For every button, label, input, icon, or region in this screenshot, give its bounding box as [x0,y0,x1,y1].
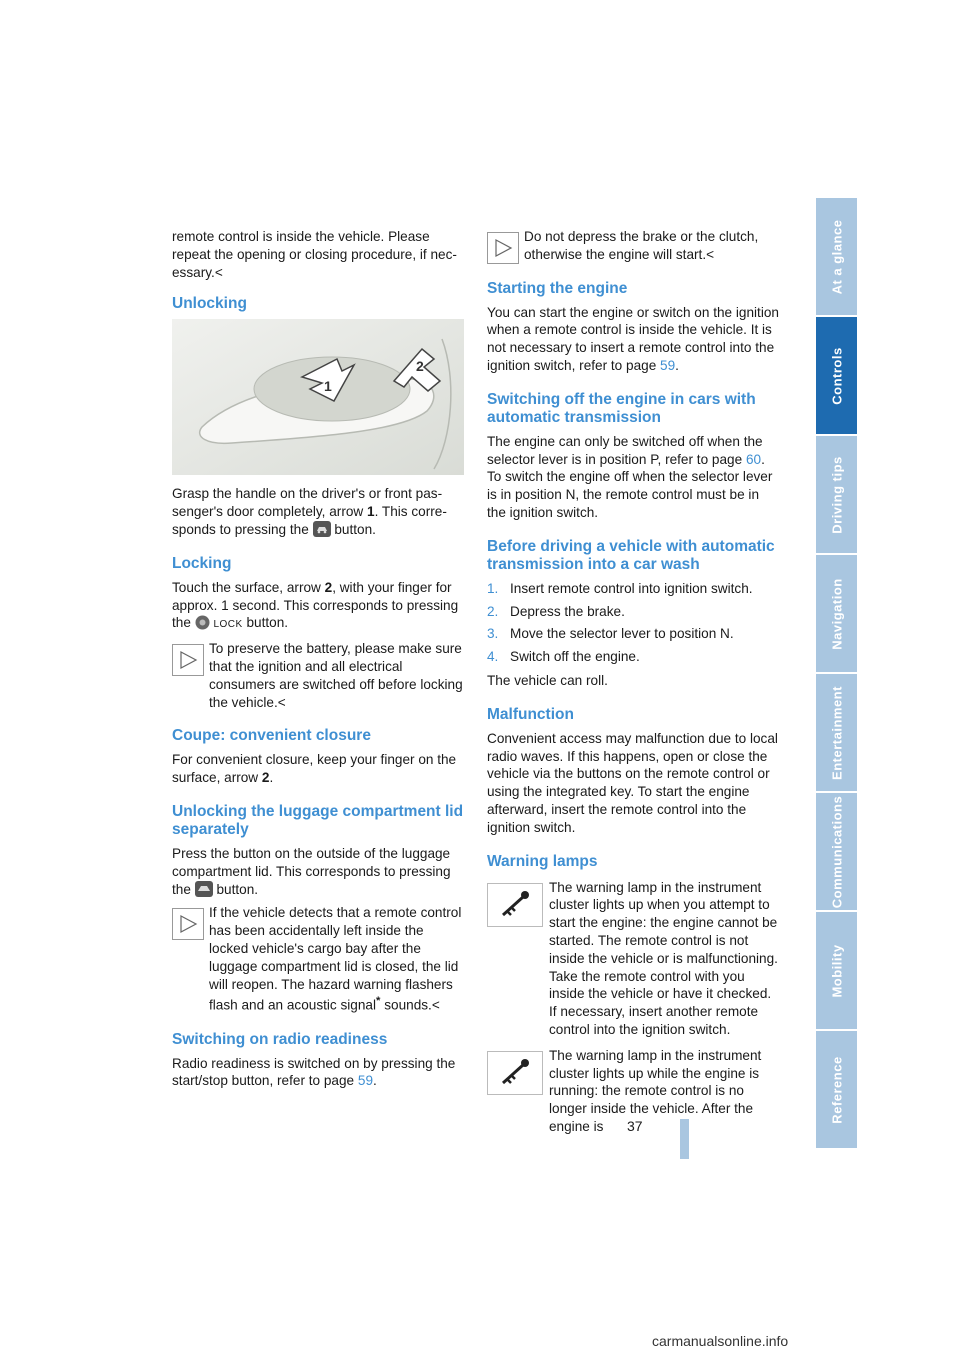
car-unlock-icon [313,521,331,537]
locking-heading: Locking [172,554,232,572]
page-link[interactable]: 59 [660,357,676,373]
left-column [172,228,464,1096]
warning-lamp-2: The warning lamp in the instrument cluster lights up while the engine is running: the remote control is no longer inside the vehicle. After the engine is [487,1047,779,1136]
carwash-heading: Before driving a vehicle with automatic transmission into a car wash [487,537,775,573]
door-handle-illustration [172,319,464,475]
note-triangle-icon [172,644,204,676]
carwash-after: The vehicle can roll. [487,672,608,688]
switchoff-heading: Switching off the engine in cars with automatic transmission [487,390,756,426]
tab-at-a-glance[interactable]: At a glance [816,198,857,315]
luggage-text: Press the button on the outside of the luggage compartment lid. This corresponds to pressing the button. [172,845,451,897]
tab-driving-tips[interactable]: Driving tips [816,436,857,553]
tab-communications[interactable]: Communications [816,793,857,910]
clutch-note: Do not depress the brake or the clutch, otherwise the engine will start.< [487,228,779,264]
list-item: 2. Depress the brake. [487,603,625,619]
unlocking-heading: Unlocking [172,295,247,313]
starting-text: You can start the engine or switch on the ignition when a remote control is inside the vehicle. It is not necessary to insert a remote control into the ignition switch, refer to page 59. [487,304,779,373]
warning-lamp-1: The warning lamp in the instrument cluster lights up when you attempt to start the engine: the engine cannot be started. The remote control is not inside the vehicle or is malfunctioning. Take the remote control with you inside the vehicle or have it checked. If necessary, insert another remote control into the ignition switch. [487,879,779,1039]
tab-controls[interactable]: Controls [816,317,857,434]
right-column [487,228,779,1144]
lock-button-icon [195,615,210,630]
list-item: 1. Insert remote control into ignition switch. [487,580,753,596]
warning-heading: Warning lamps [487,852,598,870]
page-link[interactable]: 60 [745,451,762,467]
list-item: 3. Move the selector lever to position N. [487,626,734,642]
arrow-1-label: 1 [324,378,332,395]
starting-heading: Starting the engine [487,279,628,297]
watermark: carmanualsonline.info [652,1333,789,1349]
luggage-note: If the vehicle detects that a remote control has been accidentally left inside the locked vehicle's cargo bay after the luggage compartment lid is closed, the lid will reopen. The hazard warning flashers flash and an acoustic signal* sounds.< [172,904,464,1014]
radio-text: Radio readiness is switched on by pressing the start/stop button, refer to page 59. [172,1055,456,1089]
tab-entertainment[interactable]: Entertainment [816,674,857,791]
list-item: 4. Switch off the engine. [487,649,640,665]
tab-navigation[interactable]: Navigation [816,555,857,672]
chapter-tabs [816,198,857,1150]
note-triangle-icon [487,232,519,264]
malfunction-heading: Malfunction [487,705,574,723]
unlocking-text: Grasp the handle on the driver's or front passenger's door completely, arrow 1. This corresponds to pressing the button. [172,486,447,537]
coupe-heading: Coupe: convenient closure [172,727,371,745]
locking-text: Touch the surface, arrow 2, with your finger for approx. 1 second. This corresponds to pressing the LOCK button. [172,579,459,631]
page-marker-bar [680,1119,689,1159]
radio-heading: Switching on radio readiness [172,1030,388,1048]
carwash-steps [487,580,779,666]
page-number: 37 [627,1118,643,1134]
key-warning-lamp-icon [487,883,543,927]
trunk-icon [195,881,213,897]
luggage-heading: Unlocking the luggage compartment lid separately [172,802,464,838]
tab-mobility[interactable]: Mobility [816,912,857,1029]
key-warning-lamp-icon [487,1051,543,1095]
malfunction-text: Convenient access may malfunction due to local radio waves. If this happens, open or close the vehicle via the buttons on the remote control or using the integrated key. To start the engine afterward, insert the remote control into the ignition switch. [487,730,778,835]
arrow-2-label: 2 [416,358,424,375]
tab-reference[interactable]: Reference [816,1031,857,1148]
switchoff-text: The engine can only be switched off when the selector lever is in position P, refer to page 60. To switch the engine off when the selector lever is in position N, the remote control must be in the ignition switch. [487,433,773,520]
note-triangle-icon [172,908,204,940]
intro-paragraph: remote control is inside the vehicle. Please repeat the opening or closing procedure, if necessary.< [172,229,457,280]
battery-note: To preserve the battery, please make sure that the ignition and all electrical consumers are switched off before locking the vehicle.< [172,640,464,711]
page-link[interactable]: 59 [357,1073,374,1089]
coupe-text: For convenient closure, keep your finger on the surface, arrow 2. [172,752,457,786]
